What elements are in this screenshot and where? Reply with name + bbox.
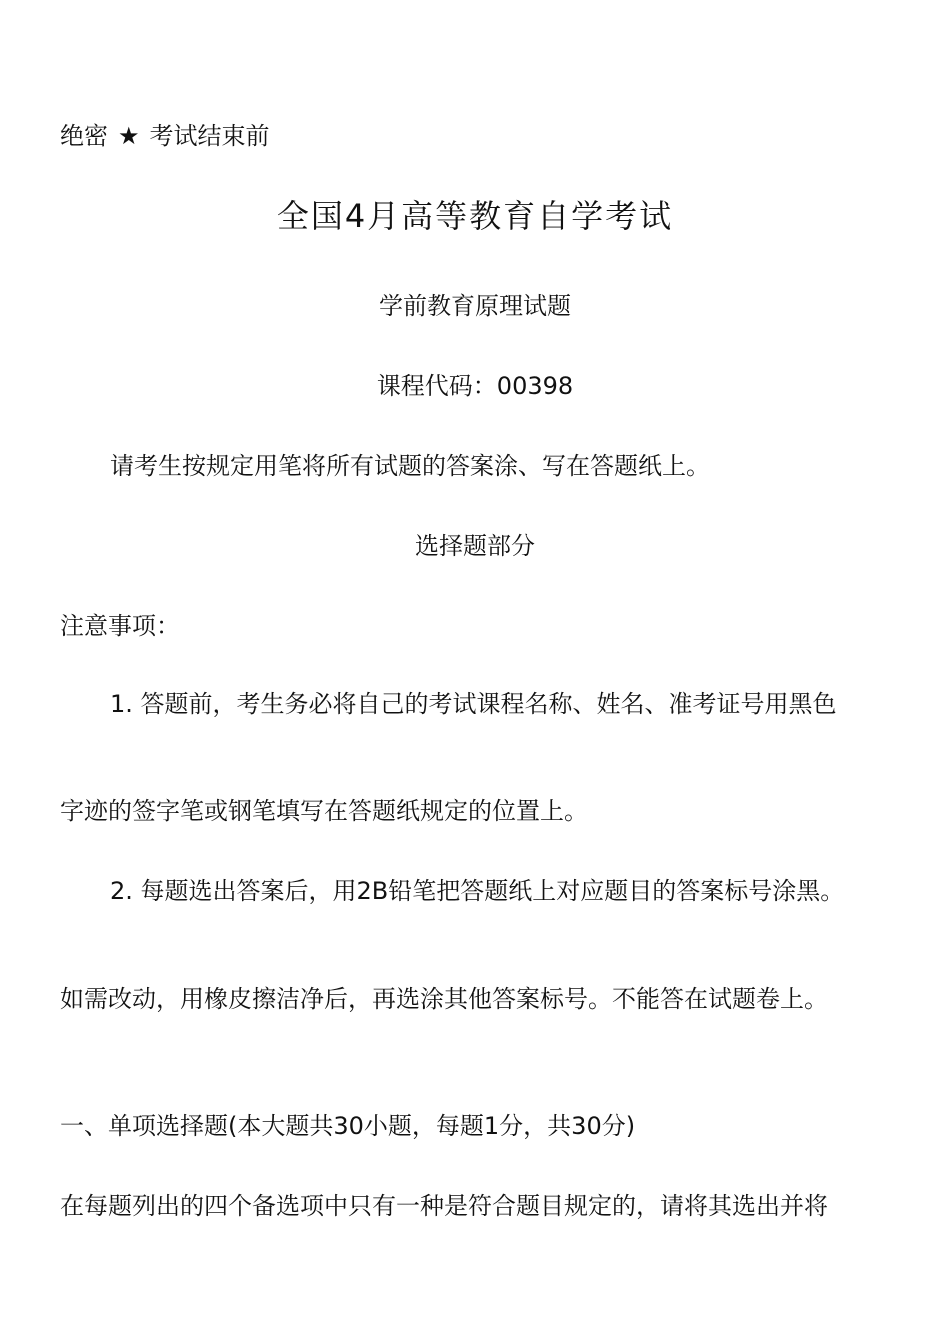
note-1-line-1: 1. 答题前，考生务必将自己的考试课程名称、姓名、准考证号用黑色 (110, 690, 837, 718)
course-code: 课程代码：00398 (376, 372, 574, 400)
exam-title: 全国4月高等教育自学考试 (276, 197, 674, 235)
star-icon: ★ (118, 122, 140, 150)
notes-heading: 注意事项： (60, 612, 180, 640)
section-title: 选择题部分 (415, 532, 535, 560)
confidential-header (60, 120, 270, 152)
note-1-line-2: 字迹的签字笔或钢笔填写在答题纸规定的位置上。 (60, 797, 588, 825)
note-2-line-2: 如需改动，用橡皮擦洁净后，再选涂其他答案标号。不能答在试题卷上。 (60, 985, 828, 1013)
confidential-label: 绝密 (60, 122, 108, 150)
part-one-description: 在每题列出的四个备选项中只有一种是符合题目规定的，请将其选出并将 (60, 1192, 828, 1220)
part-one-heading: 一、单项选择题(本大题共30小题，每题1分，共30分) (60, 1112, 636, 1140)
answer-instruction: 请考生按规定用笔将所有试题的答案涂、写在答题纸上。 (110, 452, 710, 480)
before-exam-end-label: 考试结束前 (149, 122, 270, 150)
note-2-line-1: 2. 每题选出答案后，用2B铅笔把答题纸上对应题目的答案标号涂黑。 (110, 877, 845, 905)
subject-title: 学前教育原理试题 (379, 292, 571, 320)
